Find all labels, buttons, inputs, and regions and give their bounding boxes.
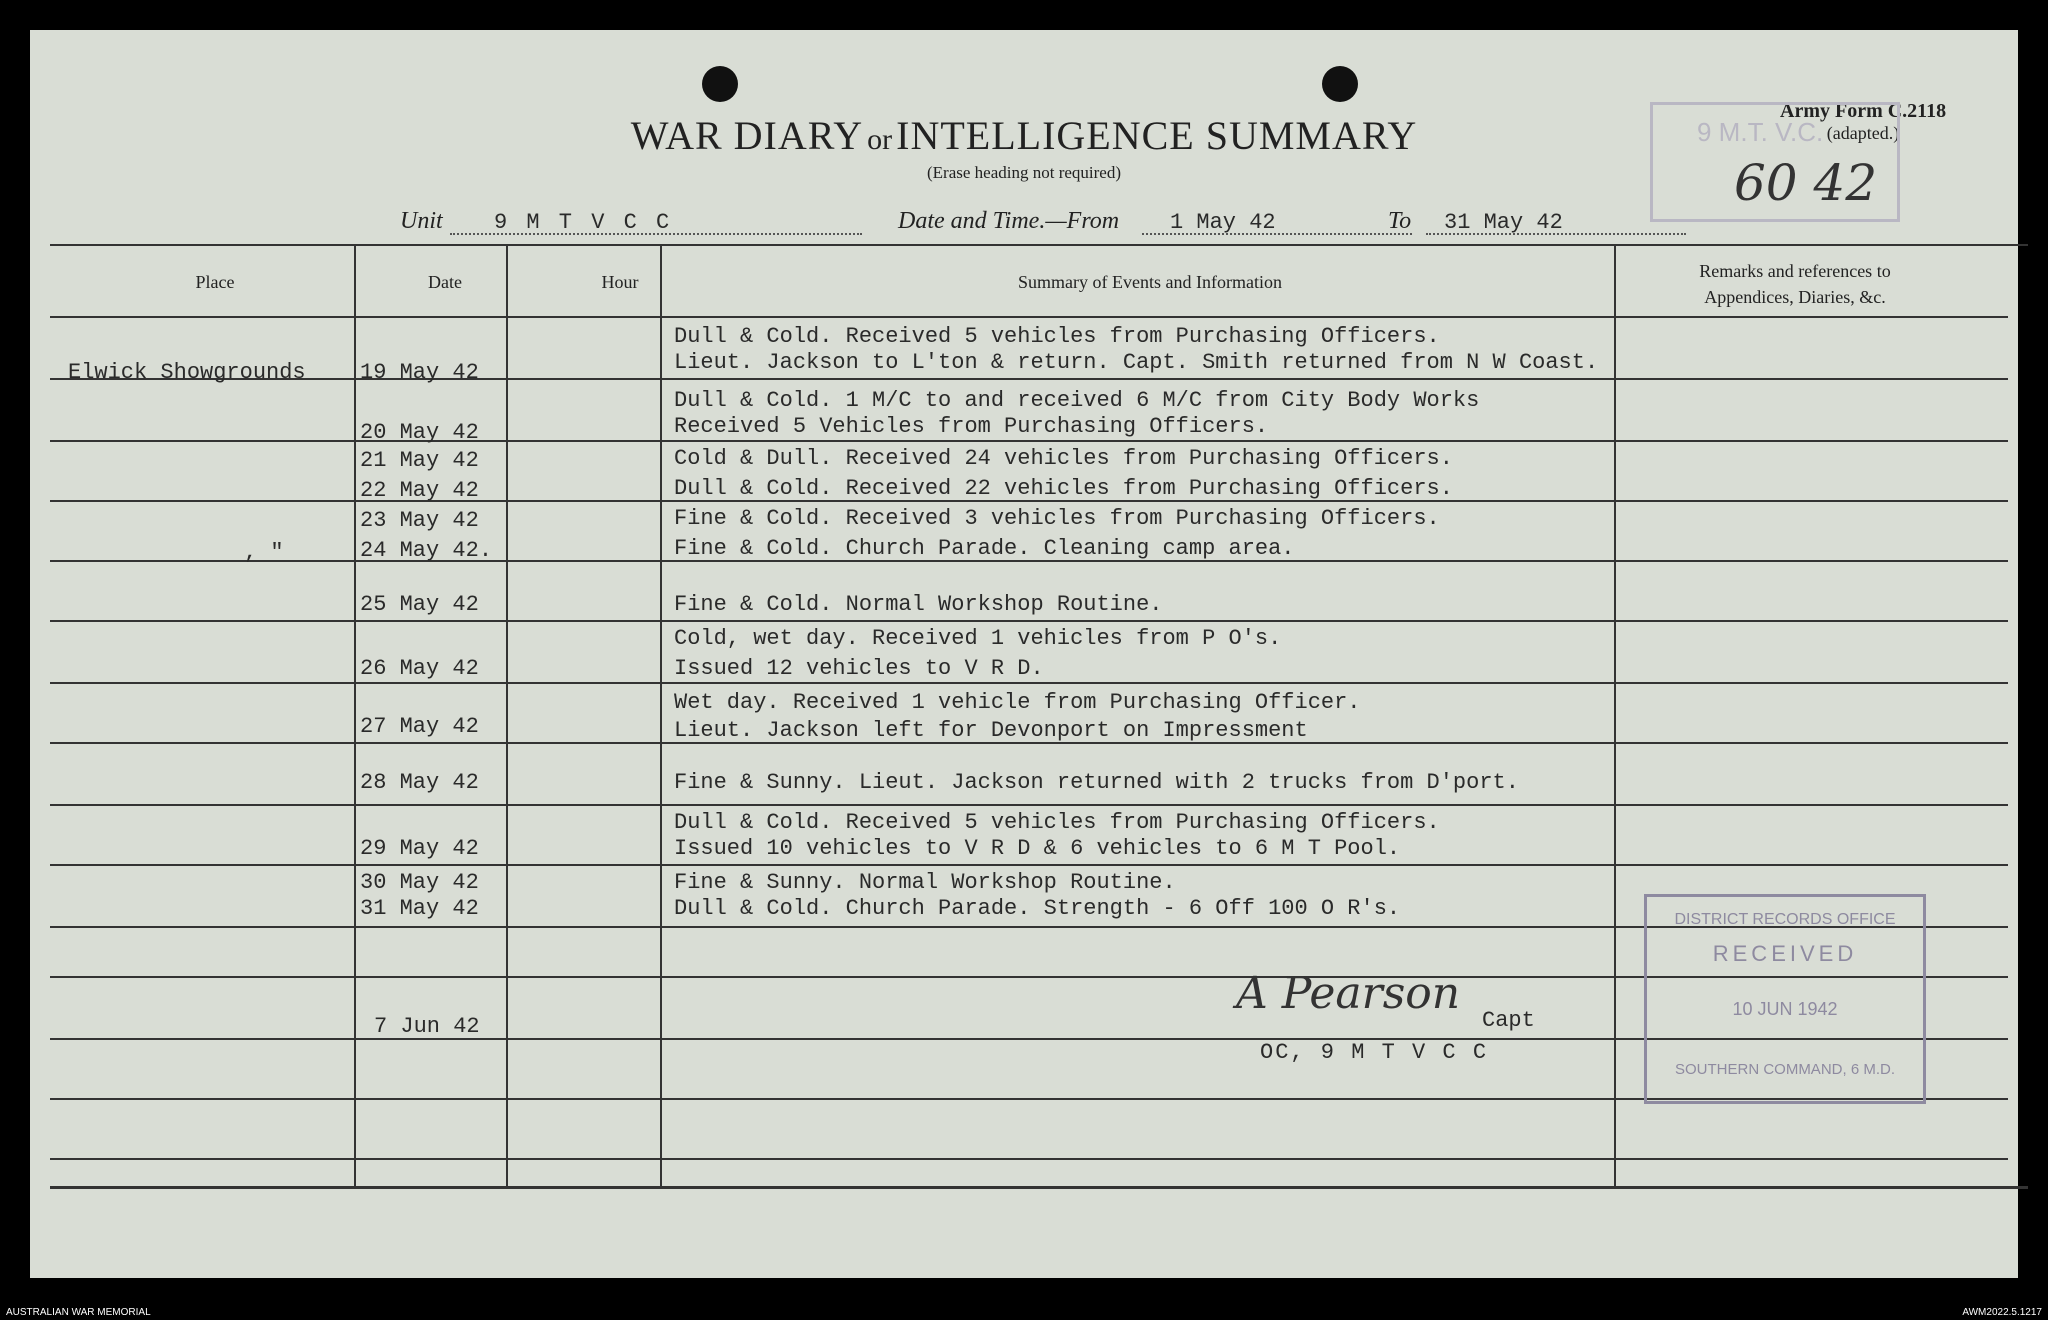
received-stamp: DISTRICT RECORDS OFFICE RECEIVED 10 JUN 1942 SOUTHERN COMMAND, 6 M.D. [1644,894,1926,1104]
unit-label: Unit [400,208,443,234]
summary-line: Wet day. Received 1 vehicle from Purchasing Officer. [674,690,1361,715]
column-divider [354,246,356,1188]
col-hour: Hour [601,272,639,292]
column-divider [1614,246,1616,1188]
date-to-label: To [1388,208,1412,234]
summary-line: Issued 12 vehicles to V R D. [674,656,1044,681]
signature-unit: OC, 9 M T V C C [1260,1040,1489,1065]
summary-line: Fine & Sunny. Lieut. Jackson returned with 2 trucks from D'port. [674,770,1519,795]
rule [50,440,2008,442]
date-cell: 24 May 42. [360,538,493,563]
summary-line: Dull & Cold. Received 5 vehicles from Purchasing Officers. [674,810,1440,835]
rule [50,682,2008,684]
col-place: Place [195,272,235,292]
place-elwick: Elwick Showgrounds [68,360,306,385]
summary-line: Fine & Cold. Church Parade. Cleaning camp area. [674,536,1295,561]
date-cell: 28 May 42 [360,770,479,795]
summary-line: Lieut. Jackson to L'ton & return. Capt. Smith returned from N W Coast. [674,350,1599,375]
summary-line: Fine & Cold. Normal Workshop Routine. [674,592,1163,617]
signature: A Pearson [1236,968,1461,1019]
summary-line: Fine & Cold. Received 3 vehicles from Purchasing Officers. [674,506,1440,531]
date-from-label: Date and Time.—From [898,208,1120,234]
date-cell: 21 May 42 [360,448,479,473]
date-cell: 22 May 42 [360,478,479,503]
page-title: WAR DIARY or INTELLIGENCE SUMMARY [630,113,1418,158]
date-cell: 23 May 42 [360,508,479,533]
rule [50,378,2008,380]
footer-reference: AWM2022.5.1217 [1962,1307,2042,1318]
summary-line: Dull & Cold. 1 M/C to and received 6 M/C from City Body Works [674,388,1480,413]
date-cell: 25 May 42 [360,592,479,617]
date-from-value: 1 May 42 [1170,210,1276,235]
unit-stamp: 9 M.T. V.C. [1650,102,1900,222]
rule [50,620,2008,622]
summary-line: Dull & Cold. Church Parade. Strength - 6 Off 100 O R's. [674,896,1401,921]
summary-line: Issued 10 vehicles to V R D & 6 vehicles to 6 M T Pool. [674,836,1401,861]
rule [50,316,2008,318]
summary-line: Cold & Dull. Received 24 vehicles from Purchasing Officers. [674,446,1453,471]
date-cell: 19 May 42 [360,360,479,385]
summary-line: Fine & Sunny. Normal Workshop Routine. [674,870,1176,895]
summary-line: Dull & Cold. Received 5 vehicles from Purchasing Officers. [674,324,1440,349]
rule [50,804,2008,806]
place-ditto: , " [244,540,284,565]
summary-line: Received 5 Vehicles from Purchasing Officers. [674,414,1269,439]
date-cell: 29 May 42 [360,836,479,861]
date-cell: 31 May 42 [360,896,479,921]
punch-hole [702,66,738,102]
footer-credit: AUSTRALIAN WAR MEMORIAL [6,1307,151,1318]
col-remarks: Remarks and references to Appendices, Diaries, &c. [1699,261,1891,307]
unit-value: 9 M T V C C [494,210,673,235]
col-date: Date [428,272,462,292]
date-cell: 27 May 42 [360,714,479,739]
date-cell: 7 Jun 42 [374,1014,480,1039]
rule [50,864,2008,866]
col-summary: Summary of Events and Information [1018,272,1282,292]
summary-line: Dull & Cold. Received 22 vehicles from Purchasing Officers. [674,476,1453,501]
punch-hole [1322,66,1358,102]
rule [50,244,2028,246]
rule [50,1186,2028,1189]
form-number: Army Form C.2118 (adapted.) [1780,100,1947,143]
date-cell: 26 May 42 [360,656,479,681]
signature-rank: Capt [1482,1008,1535,1033]
summary-line: Lieut. Jackson left for Devonport on Impressment [674,718,1308,743]
column-divider [506,246,508,1188]
page-subtitle: (Erase heading not required) [927,163,1121,182]
rule [50,1158,2008,1160]
date-cell: 20 May 42 [360,420,479,445]
date-cell: 30 May 42 [360,870,479,895]
column-divider [660,246,662,1188]
diary-sheet [30,30,2018,1278]
summary-line: Cold, wet day. Received 1 vehicles from P O's. [674,626,1282,651]
reference-handwriting: 60 42 [1734,154,1878,212]
date-to-value: 31 May 42 [1444,210,1563,235]
